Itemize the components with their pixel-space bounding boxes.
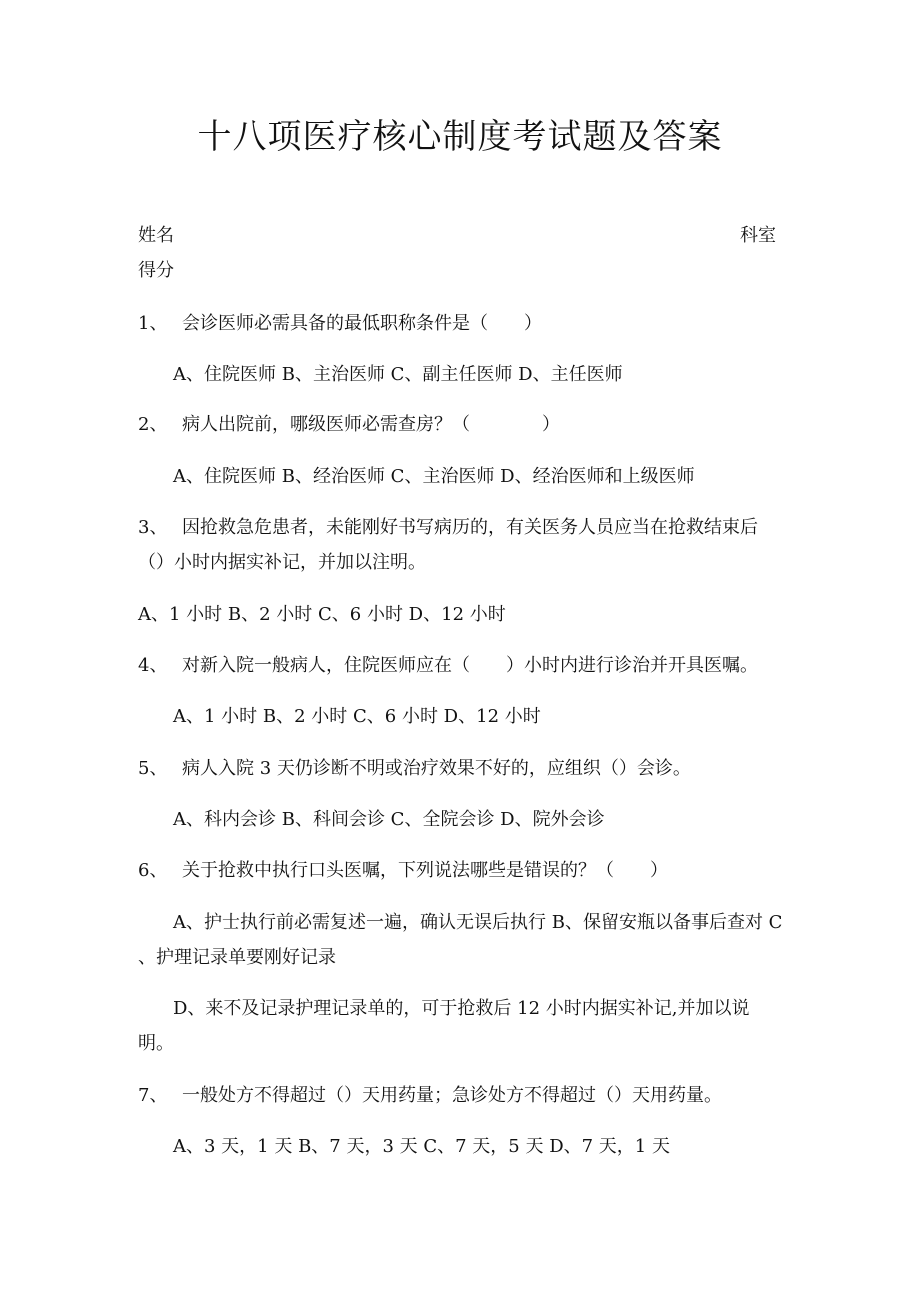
question-text: 对新入院一般病人，住院医师应在（ ）小时内进行诊治并开具医嘱。 — [182, 655, 758, 676]
question-1 — [138, 309, 542, 339]
question-6-options-2: 、护理记录单要刚好记录 — [138, 947, 336, 968]
question-number: 3、 — [138, 517, 168, 538]
question-4 — [138, 651, 758, 681]
question-7 — [138, 1081, 722, 1111]
question-6-options-1: A、护士执行前必需复述一遍，确认无误后执行 B、保留安瓶以备事后查对 C — [173, 912, 783, 933]
question-6 — [138, 856, 668, 886]
score-label: 得分 — [138, 260, 174, 281]
question-number: 1、 — [138, 313, 168, 334]
question-4-options: A、1 小时 B、2 小时 C、6 小时 D、12 小时 — [173, 706, 541, 727]
question-text: 病人入院 3 天仍诊断不明或治疗效果不好的，应组织（）会诊。 — [182, 758, 691, 779]
question-1-options: A、住院医师 B、主治医师 C、副主任医师 D、主任医师 — [173, 364, 623, 385]
question-5 — [138, 754, 691, 784]
question-number: 5、 — [138, 758, 168, 779]
question-2-options: A、住院医师 B、经治医师 C、主治医师 D、经治医师和上级医师 — [173, 466, 695, 487]
question-6-options-4: 明。 — [138, 1033, 174, 1054]
question-number: 4、 — [138, 655, 168, 676]
question-text: 会诊医师必需具备的最低职称条件是（ ） — [182, 313, 542, 334]
dept-label: 科室 — [740, 225, 776, 246]
question-number: 7、 — [138, 1085, 168, 1106]
question-7-options: A、3 天，1 天 B、7 天，3 天 C、7 天，5 天 D、7 天，1 天 — [173, 1136, 670, 1157]
question-3-options: A、1 小时 B、2 小时 C、6 小时 D、12 小时 — [138, 604, 506, 625]
question-text: 因抢救急危患者，未能刚好书写病历的，有关医务人员应当在抢救结束后 — [182, 517, 758, 538]
question-number: 2、 — [138, 414, 168, 435]
question-6-options-3: D、来不及记录护理记录单的，可于抢救后 12 小时内据实补记,并加以说 — [173, 998, 750, 1019]
question-3 — [138, 513, 758, 543]
question-2 — [138, 410, 560, 440]
question-text: 关于抢救中执行口头医嘱，下列说法哪些是错误的？（ ） — [182, 860, 668, 881]
question-number: 6、 — [138, 860, 168, 881]
page-title: 十八项医疗核心制度考试题及答案 — [197, 117, 723, 157]
question-3-text-cont: （）小时内据实补记，并加以注明。 — [138, 552, 426, 573]
question-text: 病人出院前，哪级医师必需查房？（ ） — [182, 414, 560, 435]
question-text: 一般处方不得超过（）天用药量；急诊处方不得超过（）天用药量。 — [182, 1085, 722, 1106]
name-label: 姓名 — [138, 225, 174, 246]
question-5-options: A、科内会诊 B、科间会诊 C、全院会诊 D、院外会诊 — [173, 809, 605, 830]
